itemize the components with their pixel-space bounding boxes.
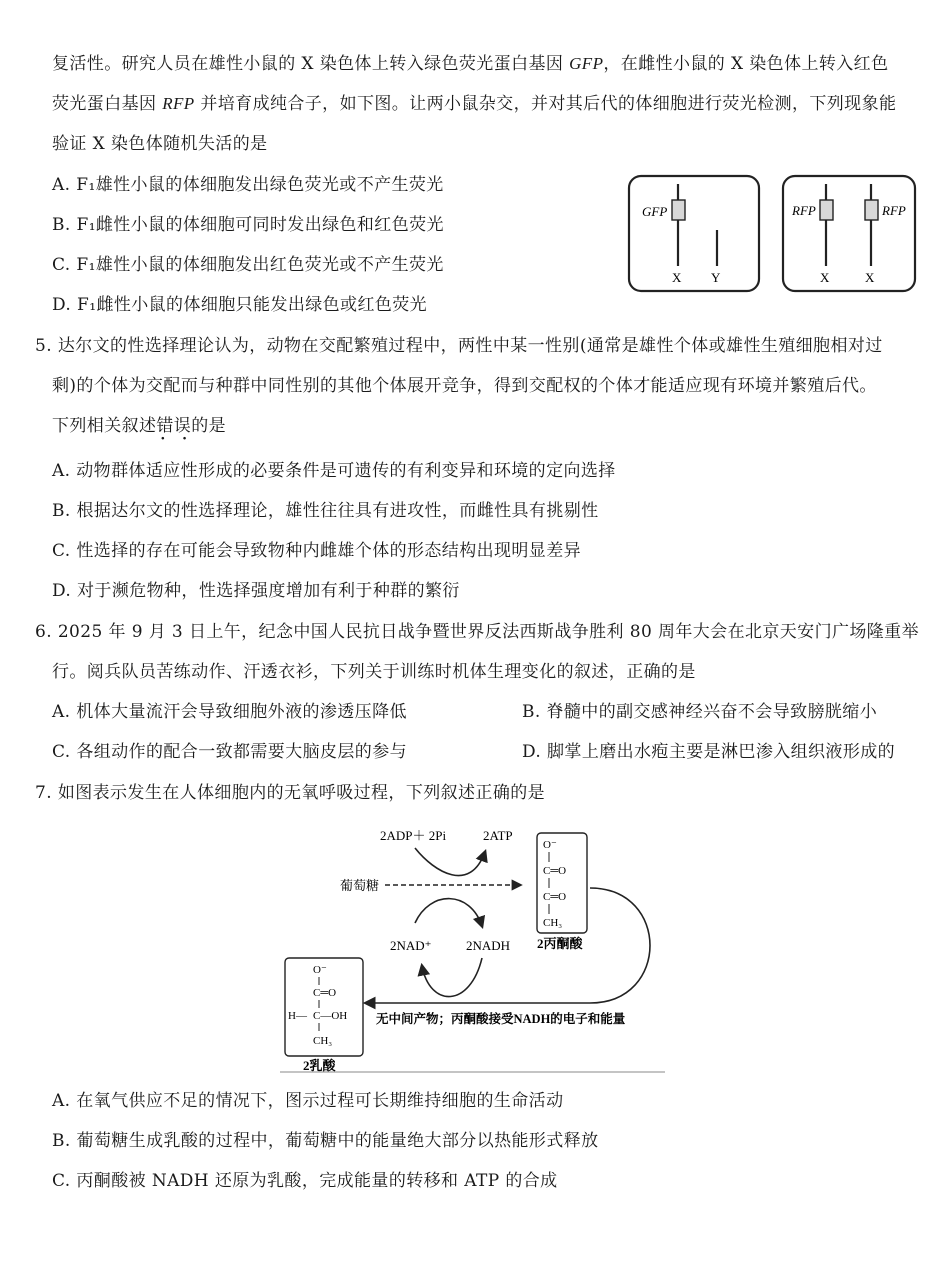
svg-text:O⁻: O⁻: [313, 964, 327, 976]
q5-stem-line-3: 下列相关叙述错误 · ·的是: [52, 414, 226, 438]
nadh-label: 2NADH: [466, 938, 511, 953]
q6-option-d: D. 脚掌上磨出水疱主要是淋巴渗入组织液形成的: [522, 742, 896, 762]
glucose-label: 葡萄糖: [340, 878, 380, 893]
q6-option-c: C. 各组动作的配合一致都需要大脑皮层的参与: [52, 742, 408, 762]
adp-label: 2ADP＋ 2Pi: [380, 828, 447, 843]
svg-text:C═O: C═O: [313, 987, 337, 999]
pyruvate-label: 2丙酮酸: [537, 936, 583, 951]
q5-option-d: D. 对于濒危物种，性选择强度增加有利于种群的繁衍: [52, 581, 460, 601]
lactate-label: 2乳酸: [303, 1058, 336, 1073]
svg-text:C═O: C═O: [543, 891, 567, 903]
q7-option-a: A. 在氧气供应不足的情况下，图示过程可长期维持细胞的生命活动: [52, 1091, 564, 1111]
rfp-gene-mark-2: [865, 200, 878, 220]
svg-text:C—OH: C—OH: [313, 1010, 348, 1022]
gfp-gene-mark: [672, 200, 685, 220]
q5-stem-line-2: 剩)的个体为交配而与种群中同性别的其他个体展开竞争，得到交配权的个体才能适应现有环境并繁殖后代。: [52, 376, 877, 396]
male-box: [629, 176, 759, 291]
q4-stem-line-3: 验证 X 染色体随机失活的是: [52, 134, 268, 154]
rfp-label-2: RFP: [882, 203, 906, 218]
q4-option-b: B. F₁雌性小鼠的体细胞可同时发出绿色和红色荧光: [52, 215, 444, 235]
q6-option-a: A. 机体大量流汗会导致细胞外液的渗透压降低: [52, 702, 407, 722]
atp-arrow: [415, 848, 485, 876]
female-box: [783, 176, 915, 291]
q7-stem: 7. 如图表示发生在人体细胞内的无氧呼吸过程，下列叙述正确的是: [35, 783, 546, 803]
svg-text:C═O: C═O: [543, 865, 567, 877]
svg-text:H—: H—: [288, 1010, 307, 1022]
gfp-label: GFP: [642, 204, 668, 219]
q5-option-a: A. 动物群体适应性形成的必要条件是可遗传的有利变异和环境的定向选择: [52, 461, 616, 481]
q4-stem-line-2: 荧光蛋白基因 RFP 并培育成纯合子，如下图。让两小鼠杂交，并对其后代的体细胞进行荧光检测，下列现象能: [52, 94, 897, 114]
rfp-gene-mark-1: [820, 200, 833, 220]
nadh-arrow: [415, 899, 482, 926]
male-x-label: X: [672, 270, 682, 285]
q4-option-a: A. F₁雄性小鼠的体细胞发出绿色荧光或不产生荧光: [52, 175, 444, 195]
q5-option-b: B. 根据达尔文的性选择理论，雄性往往具有进攻性，而雌性具有挑剔性: [52, 501, 599, 521]
anaerobic-respiration-figure: [270, 818, 670, 1076]
q6-option-b: B. 脊髓中的副交感神经兴奋不会导致膀胱缩小: [522, 702, 878, 722]
rfp-label-1: RFP: [792, 203, 816, 218]
chromosome-figure: [620, 170, 920, 298]
q4-option-c: C. F₁雄性小鼠的体细胞发出红色荧光或不产生荧光: [52, 255, 444, 275]
q6-stem-line-1: 6. 2025 年 9 月 3 日上午，纪念中国人民抗日战争暨世界反法西斯战争胜利 80 周年大会在北京天安门广场隆重举: [35, 622, 919, 642]
q7-option-b: B. 葡萄糖生成乳酸的过程中，葡萄糖中的能量绝大部分以热能形式释放: [52, 1131, 599, 1151]
male-y-label: Y: [711, 270, 721, 285]
atp-label: 2ATP: [483, 828, 513, 843]
q4-option-d: D. F₁雌性小鼠的体细胞只能发出绿色或红色荧光: [52, 295, 428, 315]
svg-text:O⁻: O⁻: [543, 839, 557, 851]
q5-stem-line-1: 5. 达尔文的性选择理论认为，动物在交配繁殖过程中，两性中某一性别(通常是雄性个体或雄性生殖细胞相对过: [35, 336, 883, 356]
q5-option-c: C. 性选择的存在可能会导致物种内雌雄个体的形态结构出现明显差异: [52, 541, 582, 561]
emphasis-wrong: 错误 · ·: [156, 416, 191, 436]
process-note: 无中间产物；丙酮酸接受NADH的电子和能量: [376, 1012, 626, 1026]
q4-stem-line-1: 复活性。研究人员在雄性小鼠的 X 染色体上转入绿色荧光蛋白基因 GFP，在雌性小鼠的 X 染色体上转入红色: [52, 54, 889, 74]
nad-label: 2NAD⁺: [390, 938, 432, 953]
nad-regeneration-arrow: [422, 958, 482, 997]
q7-option-c: C. 丙酮酸被 NADH 还原为乳酸，完成能量的转移和 ATP 的合成: [52, 1171, 558, 1191]
svg-text:CH₃: CH₃: [313, 1035, 333, 1047]
q6-stem-line-2: 行。阅兵队员苦练动作、汗透衣衫，下列关于训练时机体生理变化的叙述，正确的是: [52, 662, 696, 682]
svg-text:CH₃: CH₃: [543, 917, 563, 929]
female-x-label-2: X: [865, 270, 875, 285]
female-x-label-1: X: [820, 270, 830, 285]
